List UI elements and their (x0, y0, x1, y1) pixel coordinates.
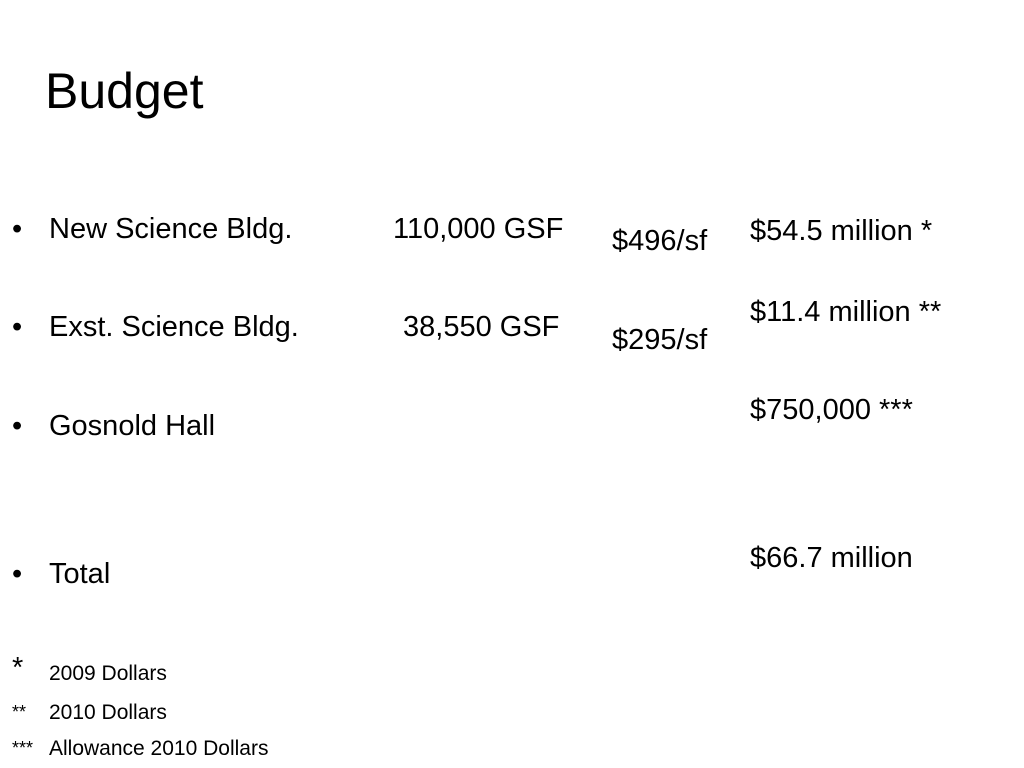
row-rate-exst-science-bldg: $295/sf (612, 324, 708, 356)
bullet-marker: • (12, 558, 23, 590)
row-cost-gosnold-hall: $750,000 *** (750, 394, 913, 426)
footnote-mark: * (12, 652, 24, 684)
row-cost-new-science-bldg: $54.5 million * (750, 215, 933, 247)
row-label-total: Total (49, 558, 111, 590)
row-label-exst-science-bldg: Exst. Science Bldg. (49, 311, 299, 343)
row-area-exst-science-bldg: 38,550 GSF (403, 311, 560, 343)
footnote-text-2009-dollars: 2009 Dollars (49, 662, 167, 685)
slide-title: Budget (45, 63, 204, 119)
row-rate-new-science-bldg: $496/sf (612, 225, 708, 257)
footnote-mark: *** (12, 738, 34, 758)
bullet-marker: • (12, 410, 23, 442)
row-area-new-science-bldg: 110,000 GSF (393, 213, 564, 245)
row-cost-exst-science-bldg: $11.4 million ** (750, 296, 942, 328)
footnote-text-2010-dollars: 2010 Dollars (49, 701, 167, 724)
bullet-marker: • (12, 311, 23, 343)
footnote-mark: ** (12, 702, 27, 722)
row-cost-total: $66.7 million (750, 542, 913, 574)
row-label-gosnold-hall: Gosnold Hall (49, 410, 216, 442)
bullet-marker: • (12, 213, 23, 245)
row-label-new-science-bldg: New Science Bldg. (49, 213, 293, 245)
footnote-text-allowance-2010-dollars: Allowance 2010 Dollars (49, 737, 269, 760)
